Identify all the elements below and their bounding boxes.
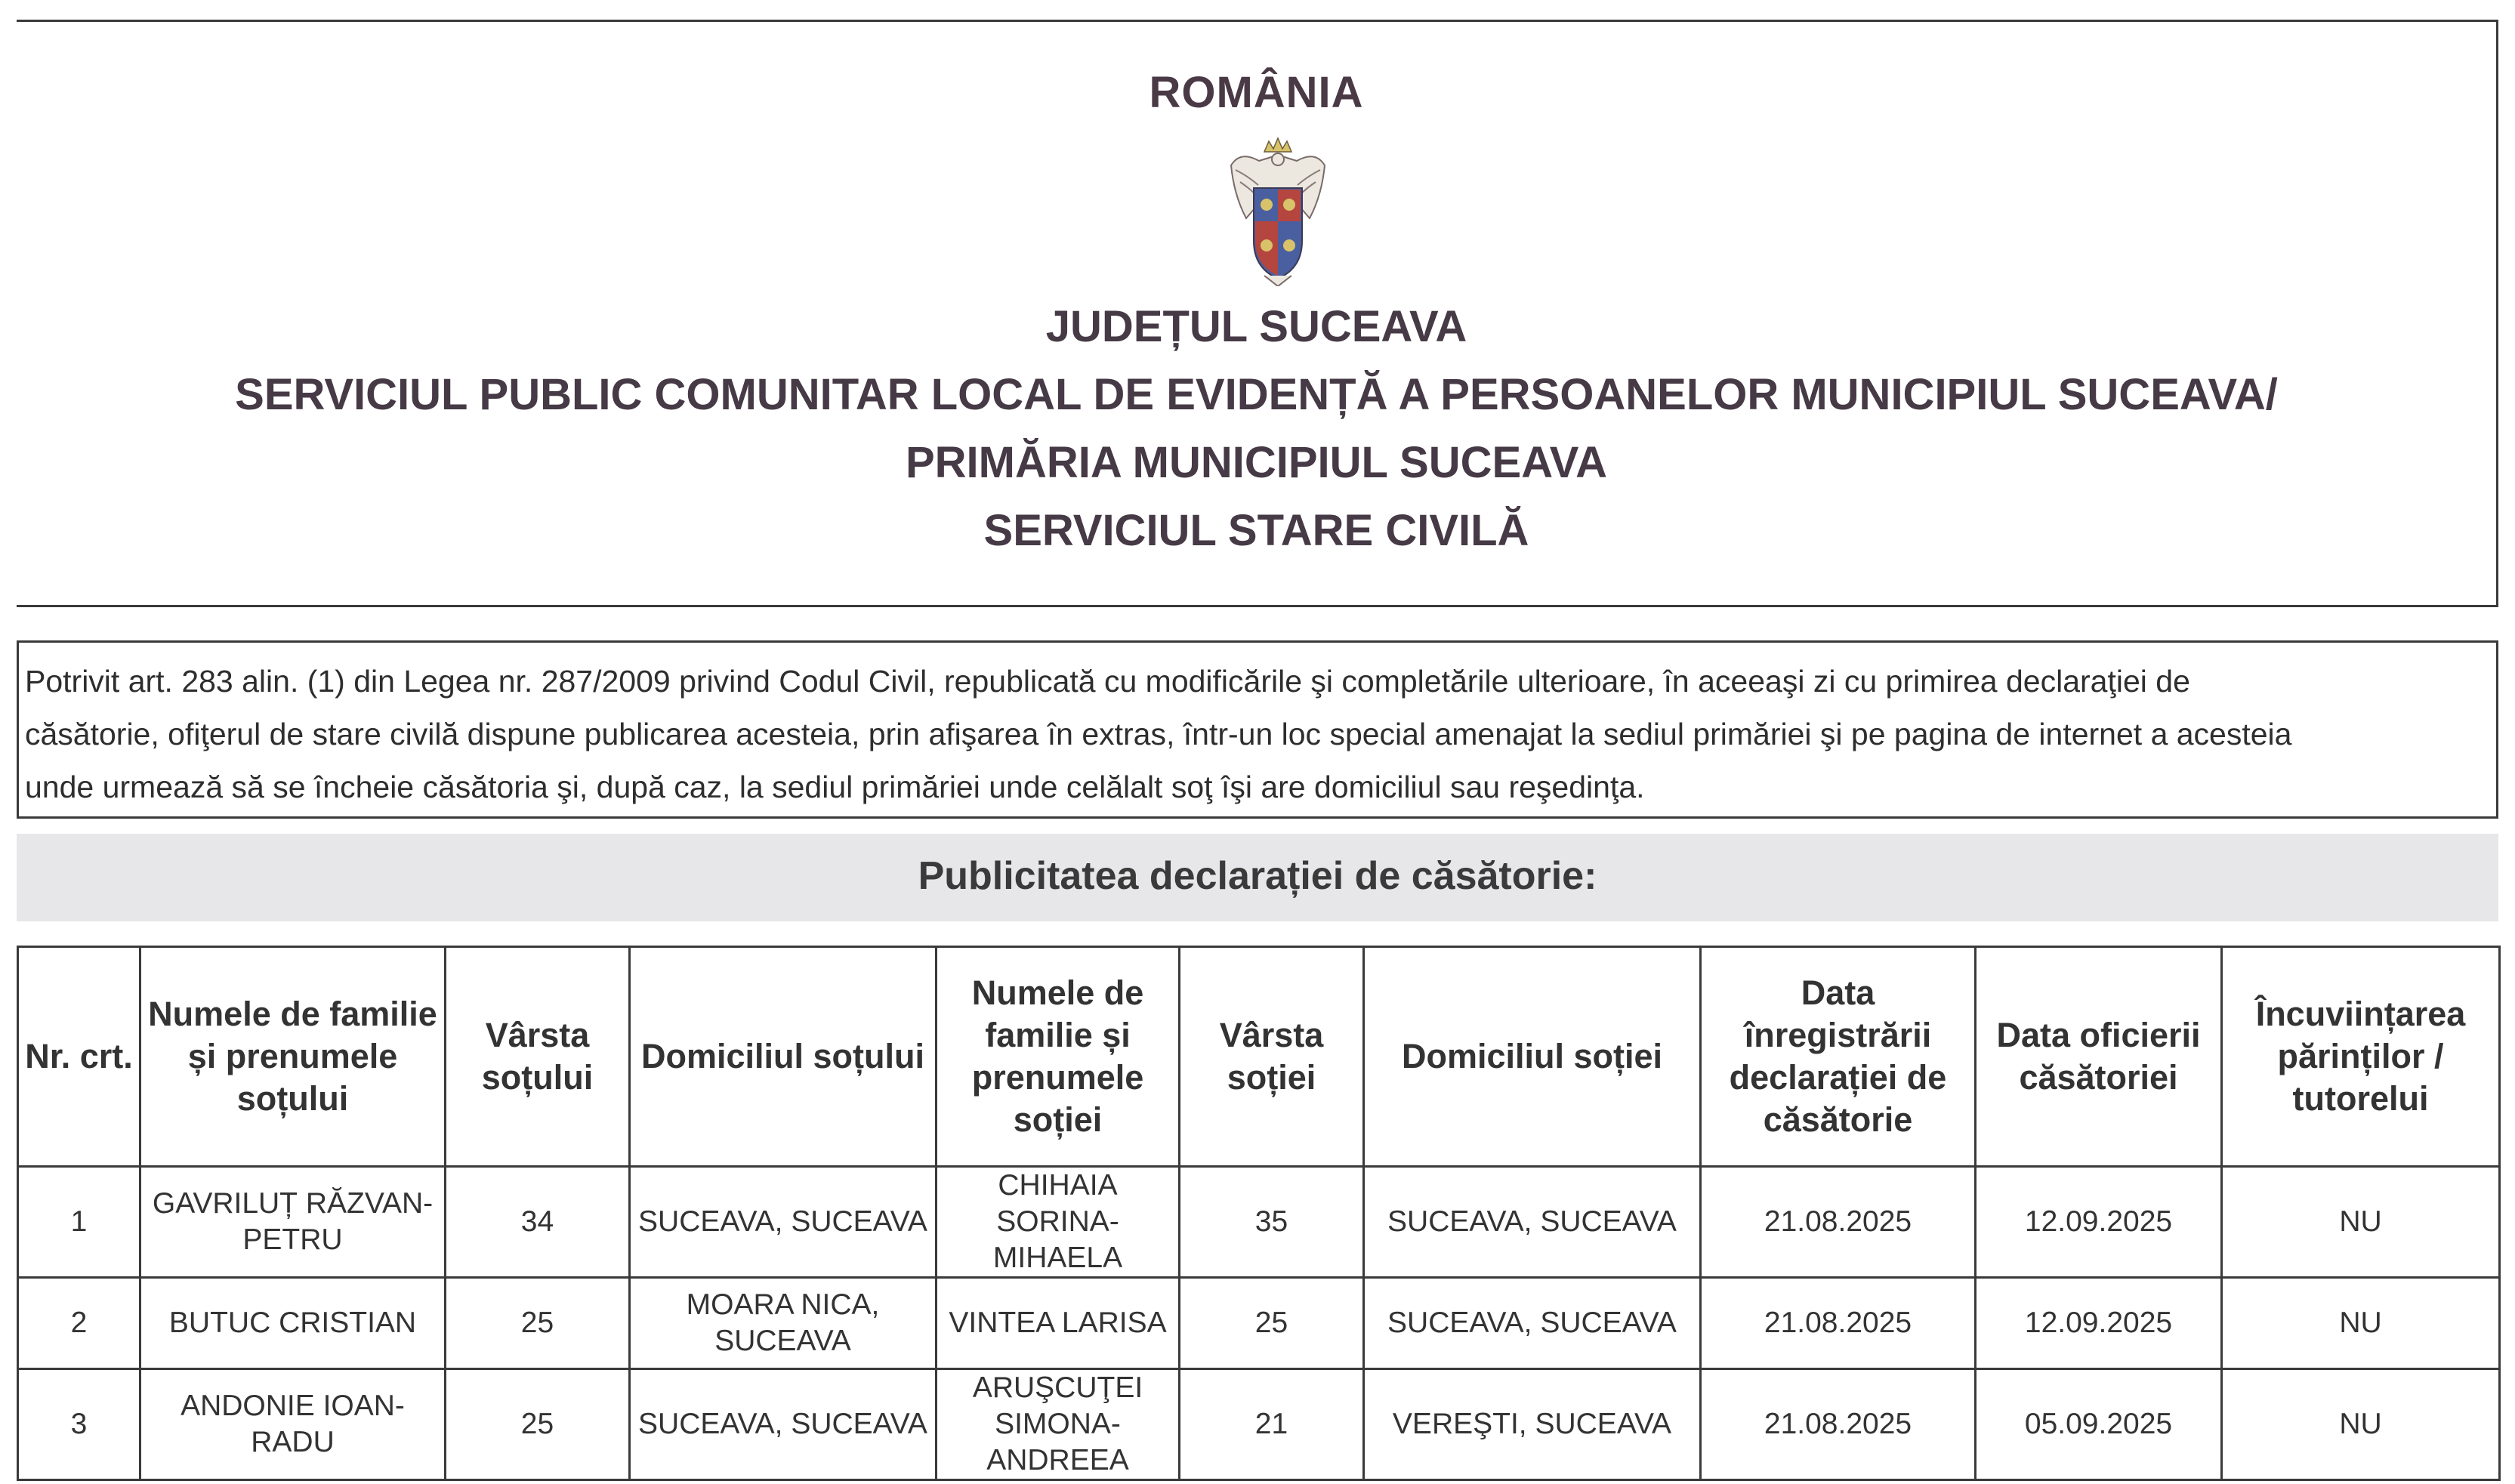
table-cell: GAVRILUȚ RĂZVAN-PETRU: [140, 1167, 446, 1278]
table-cell: 3: [18, 1369, 140, 1480]
table-cell: 2: [18, 1278, 140, 1369]
table-header-row: [18, 947, 2500, 1167]
table-cell: 12.09.2025: [1976, 1278, 2222, 1369]
column-header: Numele de familie și prenumele soțului: [140, 947, 446, 1167]
column-header: Domiciliul soției: [1364, 947, 1701, 1167]
legal-notice: [17, 640, 2498, 819]
table-row: [18, 1369, 2500, 1480]
table-cell: MOARA NICA, SUCEAVA: [630, 1278, 937, 1369]
marriage-declarations-table: [17, 946, 2501, 1481]
table-cell: SUCEAVA, SUCEAVA: [630, 1167, 937, 1278]
column-header: Numele de familie și prenumele soției: [937, 947, 1180, 1167]
column-header: Data înregistrării declarației de căsătorie: [1701, 947, 1976, 1167]
publication-title-band: [17, 834, 2498, 921]
romanian-coat-of-arms-icon: [1225, 135, 1331, 286]
header-box: [17, 20, 2498, 607]
department-title: SERVICIUL STARE CIVILĂ: [983, 506, 1529, 555]
table-cell: 05.09.2025: [1976, 1369, 2222, 1480]
table-cell: NU: [2222, 1278, 2500, 1369]
table-cell: 25: [446, 1278, 630, 1369]
table-cell: SUCEAVA, SUCEAVA: [630, 1369, 937, 1480]
table-cell: 1: [18, 1167, 140, 1278]
column-header: Vârsta soțului: [446, 947, 630, 1167]
table-cell: NU: [2222, 1369, 2500, 1480]
column-header: Data oficierii căsătoriei: [1976, 947, 2222, 1167]
column-header: Încuviințarea părinților / tutorelui: [2222, 947, 2500, 1167]
table-cell: 34: [446, 1167, 630, 1278]
table-cell: ARUŞCUŢEI SIMONA-ANDREEA: [937, 1369, 1180, 1480]
table-cell: 12.09.2025: [1976, 1167, 2222, 1278]
publication-title: Publicitatea declarației de căsătorie:: [918, 854, 1597, 898]
table-cell: 25: [446, 1369, 630, 1480]
table-cell: ANDONIE IOAN-RADU: [140, 1369, 446, 1480]
table-cell: 21: [1180, 1369, 1364, 1480]
institution-line-2: PRIMĂRIA MUNICIPIUL SUCEAVA: [905, 438, 1608, 487]
table-cell: VEREŞTI, SUCEAVA: [1364, 1369, 1701, 1480]
table-cell: 21.08.2025: [1701, 1369, 1976, 1480]
column-header: Domiciliul soțului: [630, 947, 937, 1167]
table-cell: NU: [2222, 1167, 2500, 1278]
table-cell: SUCEAVA, SUCEAVA: [1364, 1278, 1701, 1369]
table-cell: SUCEAVA, SUCEAVA: [1364, 1167, 1701, 1278]
county-title: JUDEȚUL SUCEAVA: [1045, 302, 1467, 351]
table-cell: 35: [1180, 1167, 1364, 1278]
column-header: Nr. crt.: [18, 947, 140, 1167]
legal-notice-line: unde urmează să se încheie căsătoria şi, după caz, la sediul primăriei unde celălalt soţ îşi are domiciliul sau reşedinţa.: [25, 770, 1645, 804]
legal-notice-line: Potrivit art. 283 alin. (1) din Legea nr. 287/2009 privind Codul Civil, republicată cu modificările şi completările ulterioare, în aceeaşi zi cu primirea declaraţiei de: [25, 664, 2190, 699]
column-header: Vârsta soției: [1180, 947, 1364, 1167]
legal-notice-line: căsătorie, ofiţerul de stare civilă dispune publicarea acesteia, prin afişarea în extras, într-un loc special amenajat la sediul primăriei şi pe pagina de internet a acesteia: [25, 717, 2292, 751]
table-cell: VINTEA LARISA: [937, 1278, 1180, 1369]
institution-line-1: SERVICIUL PUBLIC COMUNITAR LOCAL DE EVIDENȚĂ A PERSOANELOR MUNICIPIUL SUCEAVA/: [235, 370, 2278, 419]
table-row: [18, 1167, 2500, 1278]
table-cell: BUTUC CRISTIAN: [140, 1278, 446, 1369]
table-row: [18, 1278, 2500, 1369]
country-title: ROMÂNIA: [1149, 68, 1364, 117]
table-cell: CHIHAIA SORINA-MIHAELA: [937, 1167, 1180, 1278]
table-cell: 21.08.2025: [1701, 1278, 1976, 1369]
table-cell: 25: [1180, 1278, 1364, 1369]
table-cell: 21.08.2025: [1701, 1167, 1976, 1278]
